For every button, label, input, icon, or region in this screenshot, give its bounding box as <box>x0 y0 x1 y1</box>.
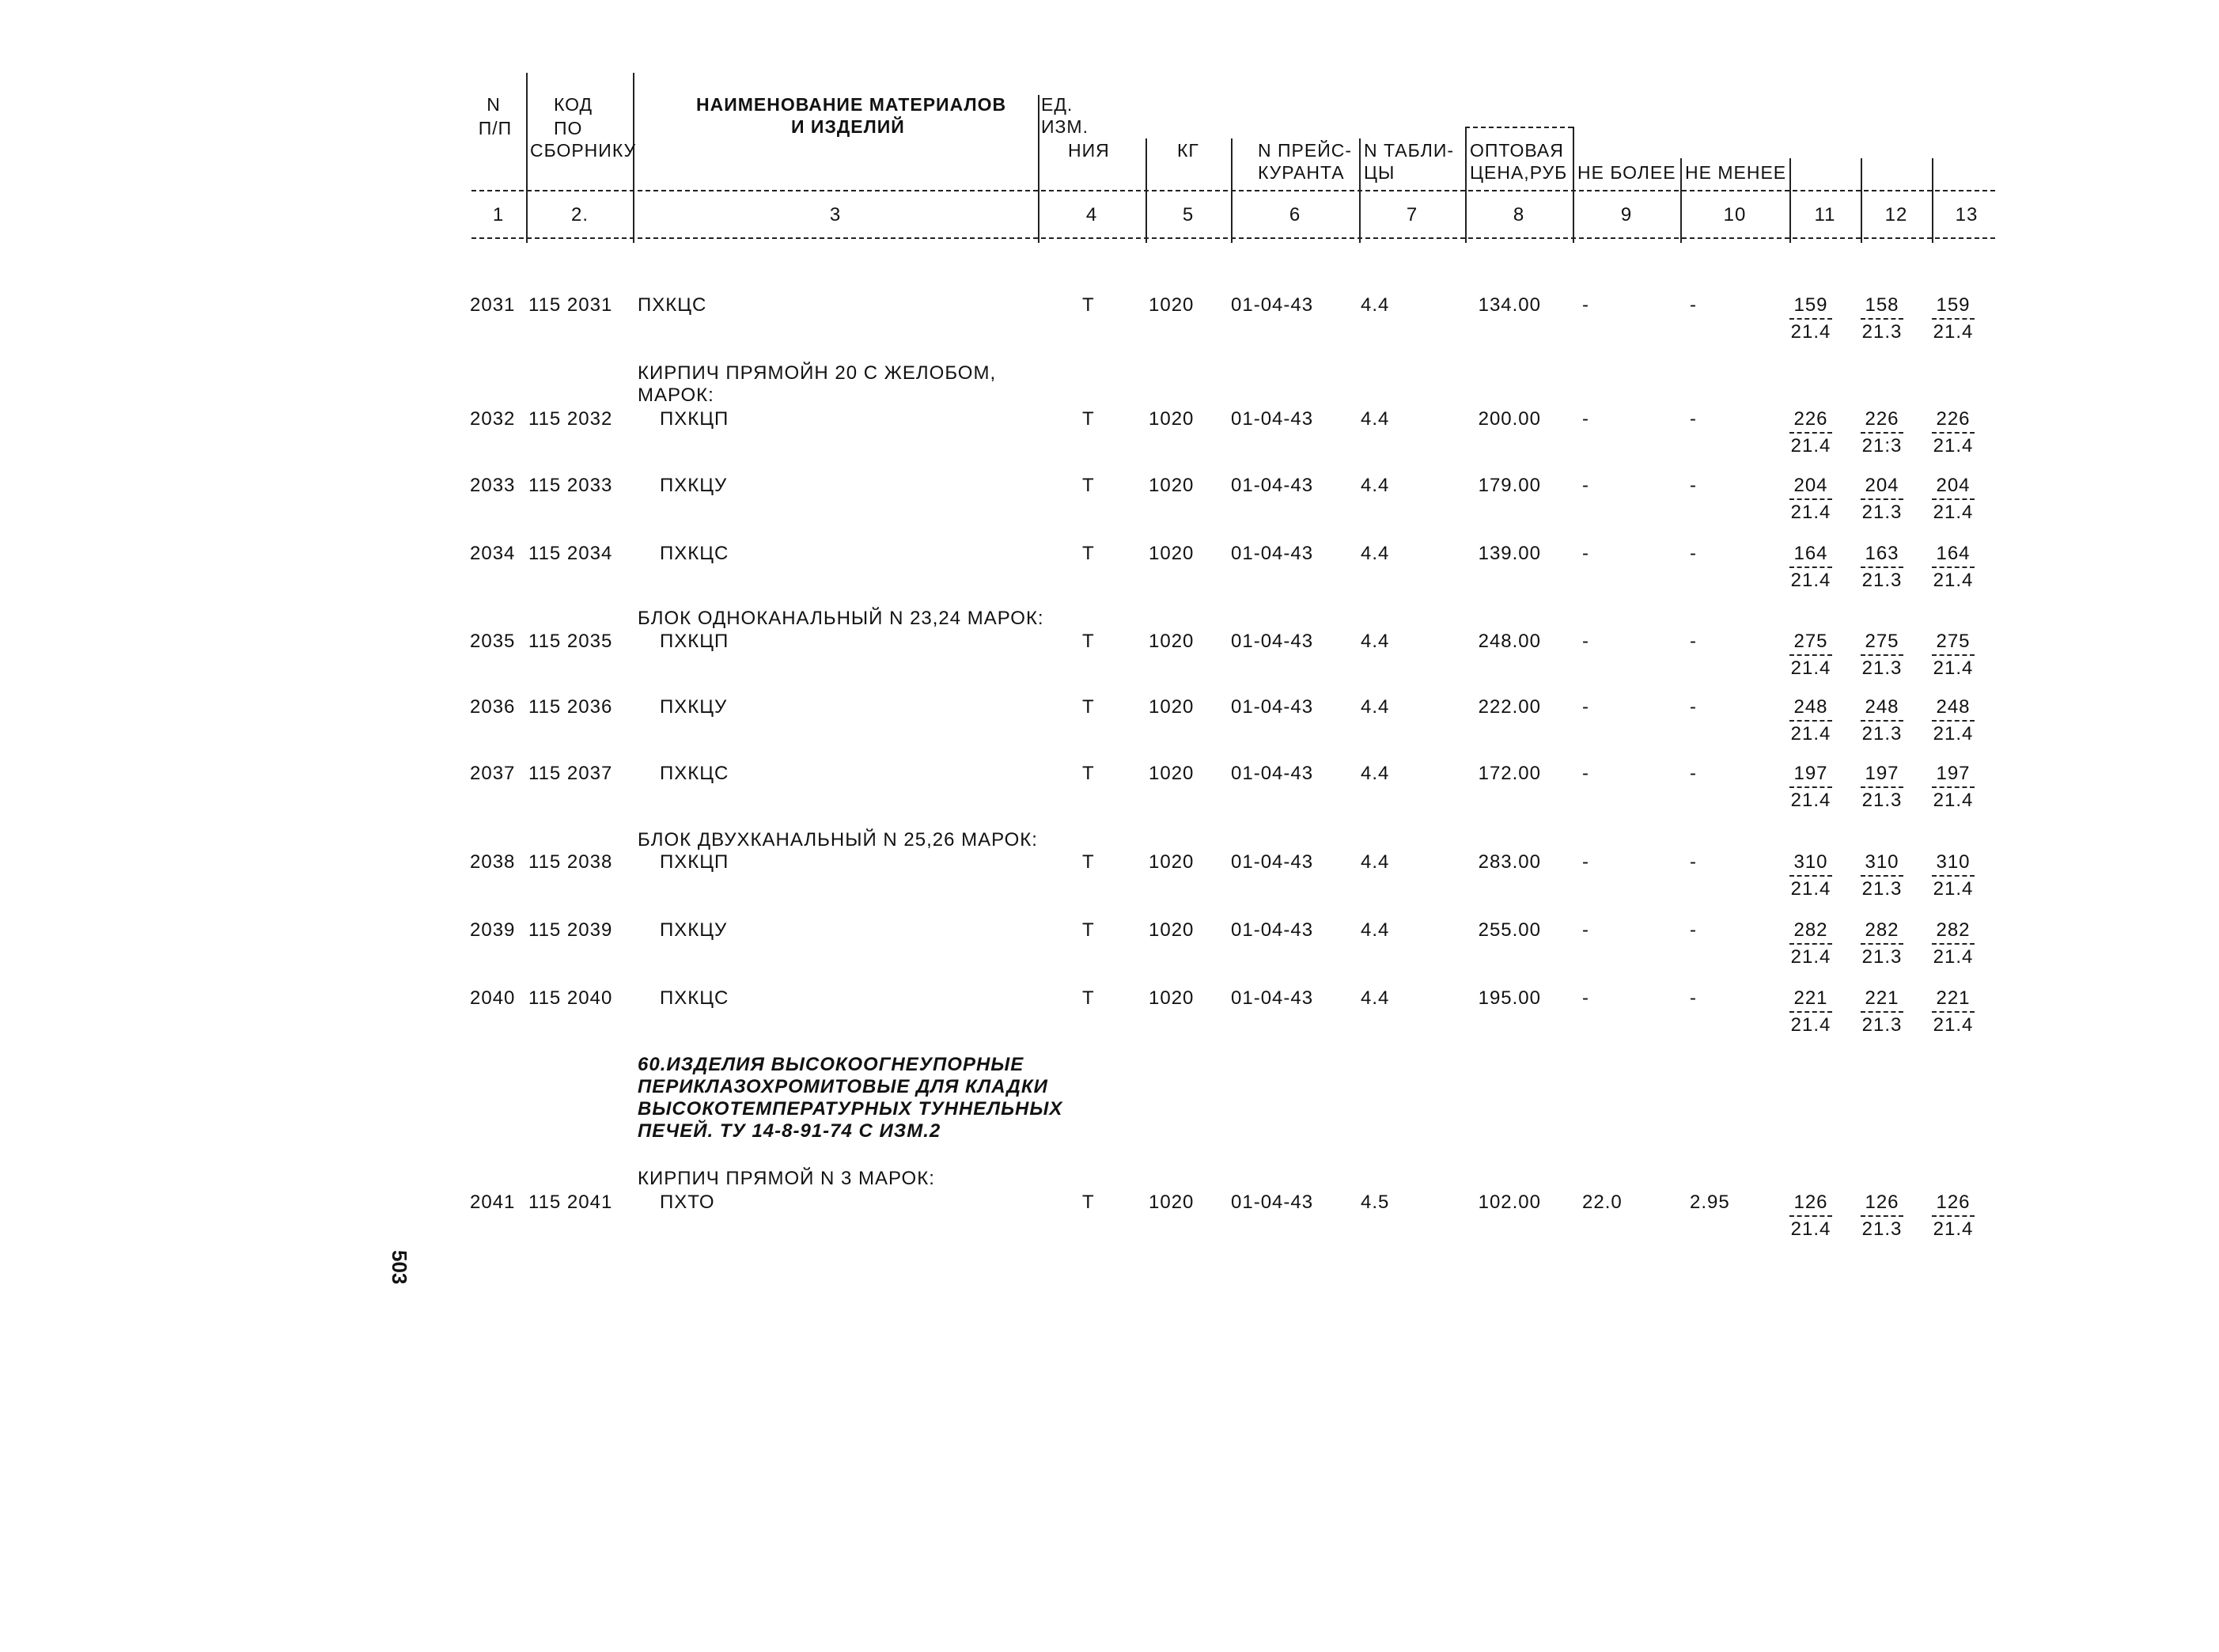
colnum-7: 7 <box>1406 204 1418 225</box>
fraction-bar <box>1861 498 1903 500</box>
cell-code: 115 2033 <box>528 475 613 496</box>
cell-kg: 1020 <box>1149 408 1195 430</box>
group-title: БЛОК ОДНОКАНАЛЬНЫЙ N 23,24 МАРОК: <box>638 608 1044 629</box>
fraction-c12 <box>1857 696 1907 745</box>
header-divider <box>1680 158 1682 243</box>
col7-header-line2: ЦЫ <box>1364 162 1395 183</box>
fraction-numerator: 226 <box>1793 408 1828 430</box>
fraction-numerator: 197 <box>1865 763 1899 784</box>
cell-table: 4.5 <box>1361 1192 1390 1213</box>
fraction-denominator: 21.3 <box>1861 657 1903 679</box>
fraction-denominator: 21.4 <box>1933 657 1974 679</box>
cell-price: 283.00 <box>1478 851 1541 873</box>
cell-max: - <box>1582 408 1589 430</box>
cell-price-list: 01-04-43 <box>1231 696 1314 718</box>
fraction-denominator: 21.4 <box>1790 435 1831 457</box>
cell-code: 115 2034 <box>528 543 613 564</box>
fraction-numerator: 282 <box>1936 919 1971 941</box>
fraction-c13 <box>1929 475 1978 524</box>
col4-header-line3: НИЯ <box>1068 140 1110 161</box>
cell-price-list: 01-04-43 <box>1231 408 1314 430</box>
fraction-denominator: 21.4 <box>1790 1014 1831 1036</box>
cell-min: - <box>1690 631 1697 652</box>
cell-n: 2037 <box>470 763 516 784</box>
group-title: МАРОК: <box>638 385 714 406</box>
fraction-bar <box>1932 1011 1975 1013</box>
cell-unit: Т <box>1082 763 1095 784</box>
fraction-numerator: 275 <box>1936 631 1971 652</box>
fraction-c12 <box>1857 631 1907 680</box>
col8-header-line1: ОПТОВАЯ <box>1470 140 1564 161</box>
col4-header-line1: ЕД. <box>1041 94 1074 115</box>
cell-kg: 1020 <box>1149 294 1195 316</box>
cell-code: 115 2040 <box>528 987 613 1009</box>
section-title: ПЕЧЕЙ. ТУ 14-8-91-74 С ИЗМ.2 <box>638 1120 941 1142</box>
fraction-numerator: 204 <box>1793 475 1828 496</box>
fraction-c11 <box>1786 408 1835 457</box>
fraction-c11 <box>1786 475 1835 524</box>
colnum-2: 2. <box>570 204 589 225</box>
cell-n: 2038 <box>470 851 516 873</box>
fraction-numerator: 159 <box>1936 294 1971 316</box>
fraction-c12 <box>1857 919 1907 968</box>
fraction-denominator: 21.4 <box>1933 321 1974 343</box>
cell-table: 4.4 <box>1361 763 1390 784</box>
fraction-numerator: 310 <box>1793 851 1828 873</box>
fraction-denominator: 21.4 <box>1790 1218 1831 1240</box>
fraction-numerator: 204 <box>1865 475 1899 496</box>
fraction-denominator: 21.4 <box>1790 502 1831 523</box>
cell-n: 2035 <box>470 631 516 652</box>
fraction-c12 <box>1857 408 1907 457</box>
fraction-denominator: 21.4 <box>1933 723 1974 745</box>
fraction-denominator: 21.4 <box>1790 570 1831 591</box>
fraction-numerator: 164 <box>1793 543 1828 564</box>
fraction-c11 <box>1786 987 1835 1036</box>
fraction-numerator: 310 <box>1865 851 1899 873</box>
fraction-c12 <box>1857 763 1907 812</box>
fraction-c13 <box>1929 696 1978 745</box>
fraction-denominator: 21.3 <box>1861 723 1903 745</box>
cell-name: ПХКЦУ <box>660 919 728 941</box>
fraction-bar <box>1789 720 1832 722</box>
col10-header: НЕ МЕНЕЕ <box>1685 162 1787 183</box>
fraction-numerator: 282 <box>1793 919 1828 941</box>
section-title: ВЫСОКОТЕМПЕРАТУРНЫХ ТУННЕЛЬНЫХ <box>638 1098 1063 1120</box>
header-divider <box>1932 158 1933 243</box>
cell-unit: Т <box>1082 851 1095 873</box>
colnum-3: 3 <box>829 204 842 225</box>
fraction-denominator: 21.4 <box>1790 321 1831 343</box>
fraction-c11 <box>1786 1192 1835 1241</box>
fraction-denominator: 21.4 <box>1790 723 1831 745</box>
fraction-numerator: 248 <box>1865 696 1899 718</box>
cell-price: 102.00 <box>1478 1192 1541 1213</box>
col1-header-line2: П/П <box>478 118 513 138</box>
fraction-c13 <box>1929 294 1978 343</box>
cell-price-list: 01-04-43 <box>1231 543 1314 564</box>
fraction-numerator: 221 <box>1793 987 1828 1009</box>
fraction-c13 <box>1929 851 1978 900</box>
fraction-c12 <box>1857 1192 1907 1241</box>
fraction-bar <box>1932 432 1975 434</box>
fraction-bar <box>1861 318 1903 320</box>
cell-n: 2034 <box>470 543 516 564</box>
cell-table: 4.4 <box>1361 631 1390 652</box>
fraction-c11 <box>1786 763 1835 812</box>
fraction-numerator: 126 <box>1936 1192 1971 1213</box>
fraction-bar <box>1789 654 1832 656</box>
fraction-bar <box>1861 566 1903 568</box>
fraction-numerator: 126 <box>1865 1192 1899 1213</box>
cell-price: 134.00 <box>1478 294 1541 316</box>
cell-price-list: 01-04-43 <box>1231 1192 1314 1213</box>
header-rule <box>471 190 1995 191</box>
cell-code: 115 2036 <box>528 696 613 718</box>
colnum-4: 4 <box>1085 204 1098 225</box>
cell-n: 2040 <box>470 987 516 1009</box>
cell-kg: 1020 <box>1149 475 1195 496</box>
cell-unit: Т <box>1082 475 1095 496</box>
col6-header-line1: N ПРЕЙС- <box>1258 140 1353 161</box>
colnum-11: 11 <box>1814 204 1836 225</box>
cell-min: - <box>1690 763 1697 784</box>
cell-name: ПХТО <box>660 1192 715 1213</box>
fraction-numerator: 159 <box>1793 294 1828 316</box>
fraction-denominator: 21.3 <box>1861 946 1903 968</box>
cell-unit: Т <box>1082 987 1095 1009</box>
cell-unit: Т <box>1082 408 1095 430</box>
cell-price: 255.00 <box>1478 919 1541 941</box>
fraction-bar <box>1789 566 1832 568</box>
cell-max: - <box>1582 294 1589 316</box>
cell-max: - <box>1582 851 1589 873</box>
fraction-bar <box>1789 786 1832 788</box>
fraction-c13 <box>1929 919 1978 968</box>
fraction-c13 <box>1929 1192 1978 1241</box>
fraction-bar <box>1789 498 1832 500</box>
fraction-denominator: 21.3 <box>1861 878 1903 900</box>
fraction-denominator: 21.3 <box>1861 502 1903 523</box>
cell-kg: 1020 <box>1149 987 1195 1009</box>
colnum-10: 10 <box>1723 204 1747 225</box>
cell-n: 2033 <box>470 475 516 496</box>
fraction-c11 <box>1786 543 1835 592</box>
cell-price: 200.00 <box>1478 408 1541 430</box>
fraction-c12 <box>1857 987 1907 1036</box>
fraction-bar <box>1861 432 1903 434</box>
fraction-numerator: 197 <box>1793 763 1828 784</box>
cell-max: - <box>1582 475 1589 496</box>
cell-table: 4.4 <box>1361 543 1390 564</box>
fraction-c12 <box>1857 475 1907 524</box>
fraction-denominator: 21.4 <box>1933 570 1974 591</box>
cell-n: 2041 <box>470 1192 516 1213</box>
cell-kg: 1020 <box>1149 631 1195 652</box>
cell-price: 248.00 <box>1478 631 1541 652</box>
cell-price: 195.00 <box>1478 987 1541 1009</box>
fraction-bar <box>1932 786 1975 788</box>
fraction-denominator: 21.4 <box>1790 878 1831 900</box>
fraction-bar <box>1932 875 1975 877</box>
cell-n: 2031 <box>470 294 516 316</box>
cell-table: 4.4 <box>1361 851 1390 873</box>
fraction-numerator: 221 <box>1936 987 1971 1009</box>
cell-min: - <box>1690 696 1697 718</box>
fraction-numerator: 310 <box>1936 851 1971 873</box>
fraction-numerator: 248 <box>1793 696 1828 718</box>
cell-kg: 1020 <box>1149 543 1195 564</box>
cell-price: 139.00 <box>1478 543 1541 564</box>
col2-header-line3: СБОРНИКУ <box>530 140 637 161</box>
colnum-1: 1 <box>492 204 505 225</box>
col5-header: КГ <box>1177 140 1199 161</box>
fraction-numerator: 197 <box>1936 763 1971 784</box>
fraction-c11 <box>1786 294 1835 343</box>
col3-header-line2: И ИЗДЕЛИЙ <box>791 116 905 137</box>
fraction-bar <box>1861 654 1903 656</box>
fraction-denominator: 21.4 <box>1790 657 1831 679</box>
cell-min: - <box>1690 919 1697 941</box>
fraction-bar <box>1789 1215 1832 1217</box>
cell-table: 4.4 <box>1361 919 1390 941</box>
page-number: 503 <box>388 1250 411 1285</box>
fraction-c13 <box>1929 543 1978 592</box>
cell-table: 4.4 <box>1361 294 1390 316</box>
cell-min: - <box>1690 543 1697 564</box>
cell-name: ПХКЦУ <box>660 696 728 718</box>
cell-kg: 1020 <box>1149 851 1195 873</box>
cell-table: 4.4 <box>1361 475 1390 496</box>
fraction-denominator: 21.4 <box>1790 790 1831 811</box>
fraction-numerator: 164 <box>1936 543 1971 564</box>
col6-header-line2: КУРАНТА <box>1258 162 1345 183</box>
cell-kg: 1020 <box>1149 919 1195 941</box>
fraction-c11 <box>1786 851 1835 900</box>
cell-max: 22.0 <box>1582 1192 1623 1213</box>
cell-min: - <box>1690 987 1697 1009</box>
fraction-bar <box>1789 318 1832 320</box>
colnum-5: 5 <box>1182 204 1195 225</box>
cell-name: ПХКЦП <box>660 851 729 873</box>
colnum-6: 6 <box>1289 204 1301 225</box>
fraction-numerator: 126 <box>1793 1192 1828 1213</box>
col8-header-line2: ЦЕНА,РУБ <box>1470 162 1568 183</box>
fraction-numerator: 226 <box>1865 408 1899 430</box>
fraction-numerator: 204 <box>1936 475 1971 496</box>
fraction-c12 <box>1857 543 1907 592</box>
fraction-bar <box>1861 1011 1903 1013</box>
fraction-denominator: 21.3 <box>1861 570 1903 591</box>
cell-price-list: 01-04-43 <box>1231 294 1314 316</box>
cell-max: - <box>1582 987 1589 1009</box>
colnum-9: 9 <box>1620 204 1633 225</box>
cell-name: ПХКЦС <box>638 294 707 316</box>
section-title: ПЕРИКЛАЗОХРОМИТОВЫЕ ДЛЯ КЛАДКИ <box>638 1076 1048 1097</box>
cell-code: 115 2039 <box>528 919 613 941</box>
fraction-bar <box>1932 654 1975 656</box>
cell-code: 115 2035 <box>528 631 613 652</box>
fraction-bar <box>1932 318 1975 320</box>
fraction-numerator: 158 <box>1865 294 1899 316</box>
fraction-c13 <box>1929 408 1978 457</box>
fraction-bar <box>1789 1011 1832 1013</box>
cell-n: 2039 <box>470 919 516 941</box>
fraction-denominator: 21.3 <box>1861 790 1903 811</box>
cell-name: ПХКЦС <box>660 763 729 784</box>
fraction-denominator: 21.4 <box>1933 946 1974 968</box>
cell-min: - <box>1690 408 1697 430</box>
cell-kg: 1020 <box>1149 763 1195 784</box>
cell-code: 115 2031 <box>528 294 613 316</box>
cell-code: 115 2037 <box>528 763 613 784</box>
col3-header-line1: НАИМЕНОВАНИЕ МАТЕРИАЛОВ <box>696 94 1007 115</box>
fraction-denominator: 21.4 <box>1933 878 1974 900</box>
cell-price-list: 01-04-43 <box>1231 987 1314 1009</box>
header-divider <box>1789 158 1791 243</box>
cell-max: - <box>1582 631 1589 652</box>
fraction-c12 <box>1857 294 1907 343</box>
fraction-c13 <box>1929 631 1978 680</box>
fraction-bar <box>1932 943 1975 945</box>
group-title: КИРПИЧ ПРЯМОЙН 20 С ЖЕЛОБОМ, <box>638 362 997 384</box>
fraction-c11 <box>1786 631 1835 680</box>
fraction-denominator: 21.4 <box>1933 502 1974 523</box>
fraction-denominator: 21.3 <box>1861 1014 1903 1036</box>
cell-table: 4.4 <box>1361 696 1390 718</box>
fraction-denominator: 21.4 <box>1933 790 1974 811</box>
cell-price-list: 01-04-43 <box>1231 475 1314 496</box>
header-divider <box>526 73 528 243</box>
header-rule <box>1465 127 1573 128</box>
fraction-c12 <box>1857 851 1907 900</box>
cell-price: 179.00 <box>1478 475 1541 496</box>
col2-header-line1: КОД <box>554 94 593 115</box>
fraction-bar <box>1861 786 1903 788</box>
cell-unit: Т <box>1082 294 1095 316</box>
fraction-bar <box>1861 943 1903 945</box>
fraction-numerator: 163 <box>1865 543 1899 564</box>
cell-unit: Т <box>1082 631 1095 652</box>
fraction-denominator: 21.4 <box>1790 946 1831 968</box>
cell-price-list: 01-04-43 <box>1231 631 1314 652</box>
cell-kg: 1020 <box>1149 1192 1195 1213</box>
header-bottom-rule <box>471 237 1995 239</box>
cell-code: 115 2032 <box>528 408 613 430</box>
fraction-denominator: 21.3 <box>1861 1218 1903 1240</box>
cell-n: 2036 <box>470 696 516 718</box>
cell-max: - <box>1582 919 1589 941</box>
fraction-denominator: 21.4 <box>1933 1014 1974 1036</box>
group-title: КИРПИЧ ПРЯМОЙ N 3 МАРОК: <box>638 1168 935 1189</box>
fraction-bar <box>1861 1215 1903 1217</box>
fraction-numerator: 275 <box>1865 631 1899 652</box>
cell-kg: 1020 <box>1149 696 1195 718</box>
cell-name: ПХКЦП <box>660 408 729 430</box>
cell-table: 4.4 <box>1361 408 1390 430</box>
header-divider <box>1861 158 1862 243</box>
cell-name: ПХКЦС <box>660 543 729 564</box>
col4-header-line2: ИЗМ. <box>1041 116 1089 137</box>
fraction-bar <box>1932 1215 1975 1217</box>
fraction-numerator: 275 <box>1793 631 1828 652</box>
colnum-13: 13 <box>1955 204 1979 225</box>
col7-header-line1: N ТАБЛИ- <box>1364 140 1455 161</box>
fraction-c11 <box>1786 919 1835 968</box>
fraction-denominator: 21.4 <box>1933 1218 1974 1240</box>
cell-max: - <box>1582 696 1589 718</box>
cell-code: 115 2038 <box>528 851 613 873</box>
fraction-c13 <box>1929 987 1978 1036</box>
fraction-numerator: 226 <box>1936 408 1971 430</box>
cell-code: 115 2041 <box>528 1192 613 1213</box>
cell-name: ПХКЦУ <box>660 475 728 496</box>
fraction-bar <box>1861 875 1903 877</box>
fraction-bar <box>1932 720 1975 722</box>
colnum-8: 8 <box>1513 204 1525 225</box>
fraction-c13 <box>1929 763 1978 812</box>
fraction-bar <box>1932 498 1975 500</box>
cell-min: 2.95 <box>1690 1192 1730 1213</box>
cell-price: 172.00 <box>1478 763 1541 784</box>
cell-unit: Т <box>1082 696 1095 718</box>
cell-max: - <box>1582 543 1589 564</box>
fraction-bar <box>1789 875 1832 877</box>
fraction-bar <box>1789 432 1832 434</box>
cell-unit: Т <box>1082 543 1095 564</box>
cell-name: ПХКЦС <box>660 987 729 1009</box>
cell-unit: Т <box>1082 1192 1095 1213</box>
cell-min: - <box>1690 475 1697 496</box>
cell-min: - <box>1690 294 1697 316</box>
fraction-denominator: 21:3 <box>1861 435 1903 457</box>
col2-header-line2: ПО <box>554 118 583 138</box>
cell-min: - <box>1690 851 1697 873</box>
cell-max: - <box>1582 763 1589 784</box>
cell-table: 4.4 <box>1361 987 1390 1009</box>
fraction-c11 <box>1786 696 1835 745</box>
cell-name: ПХКЦП <box>660 631 729 652</box>
fraction-bar <box>1789 943 1832 945</box>
fraction-numerator: 282 <box>1865 919 1899 941</box>
colnum-12: 12 <box>1884 204 1908 225</box>
cell-price-list: 01-04-43 <box>1231 763 1314 784</box>
cell-price-list: 01-04-43 <box>1231 919 1314 941</box>
cell-price: 222.00 <box>1478 696 1541 718</box>
fraction-denominator: 21.4 <box>1933 435 1974 457</box>
fraction-denominator: 21.3 <box>1861 321 1903 343</box>
group-title: БЛОК ДВУХКАНАЛЬНЫЙ N 25,26 МАРОК: <box>638 829 1038 851</box>
cell-unit: Т <box>1082 919 1095 941</box>
fraction-bar <box>1932 566 1975 568</box>
fraction-numerator: 221 <box>1865 987 1899 1009</box>
col1-header-line1: N <box>487 94 501 115</box>
cell-n: 2032 <box>470 408 516 430</box>
fraction-bar <box>1861 720 1903 722</box>
fraction-numerator: 248 <box>1936 696 1971 718</box>
cell-price-list: 01-04-43 <box>1231 851 1314 873</box>
col9-header: НЕ БОЛЕЕ <box>1577 162 1676 183</box>
section-title: 60.ИЗДЕЛИЯ ВЫСОКООГНЕУПОРНЫЕ <box>638 1054 1024 1075</box>
